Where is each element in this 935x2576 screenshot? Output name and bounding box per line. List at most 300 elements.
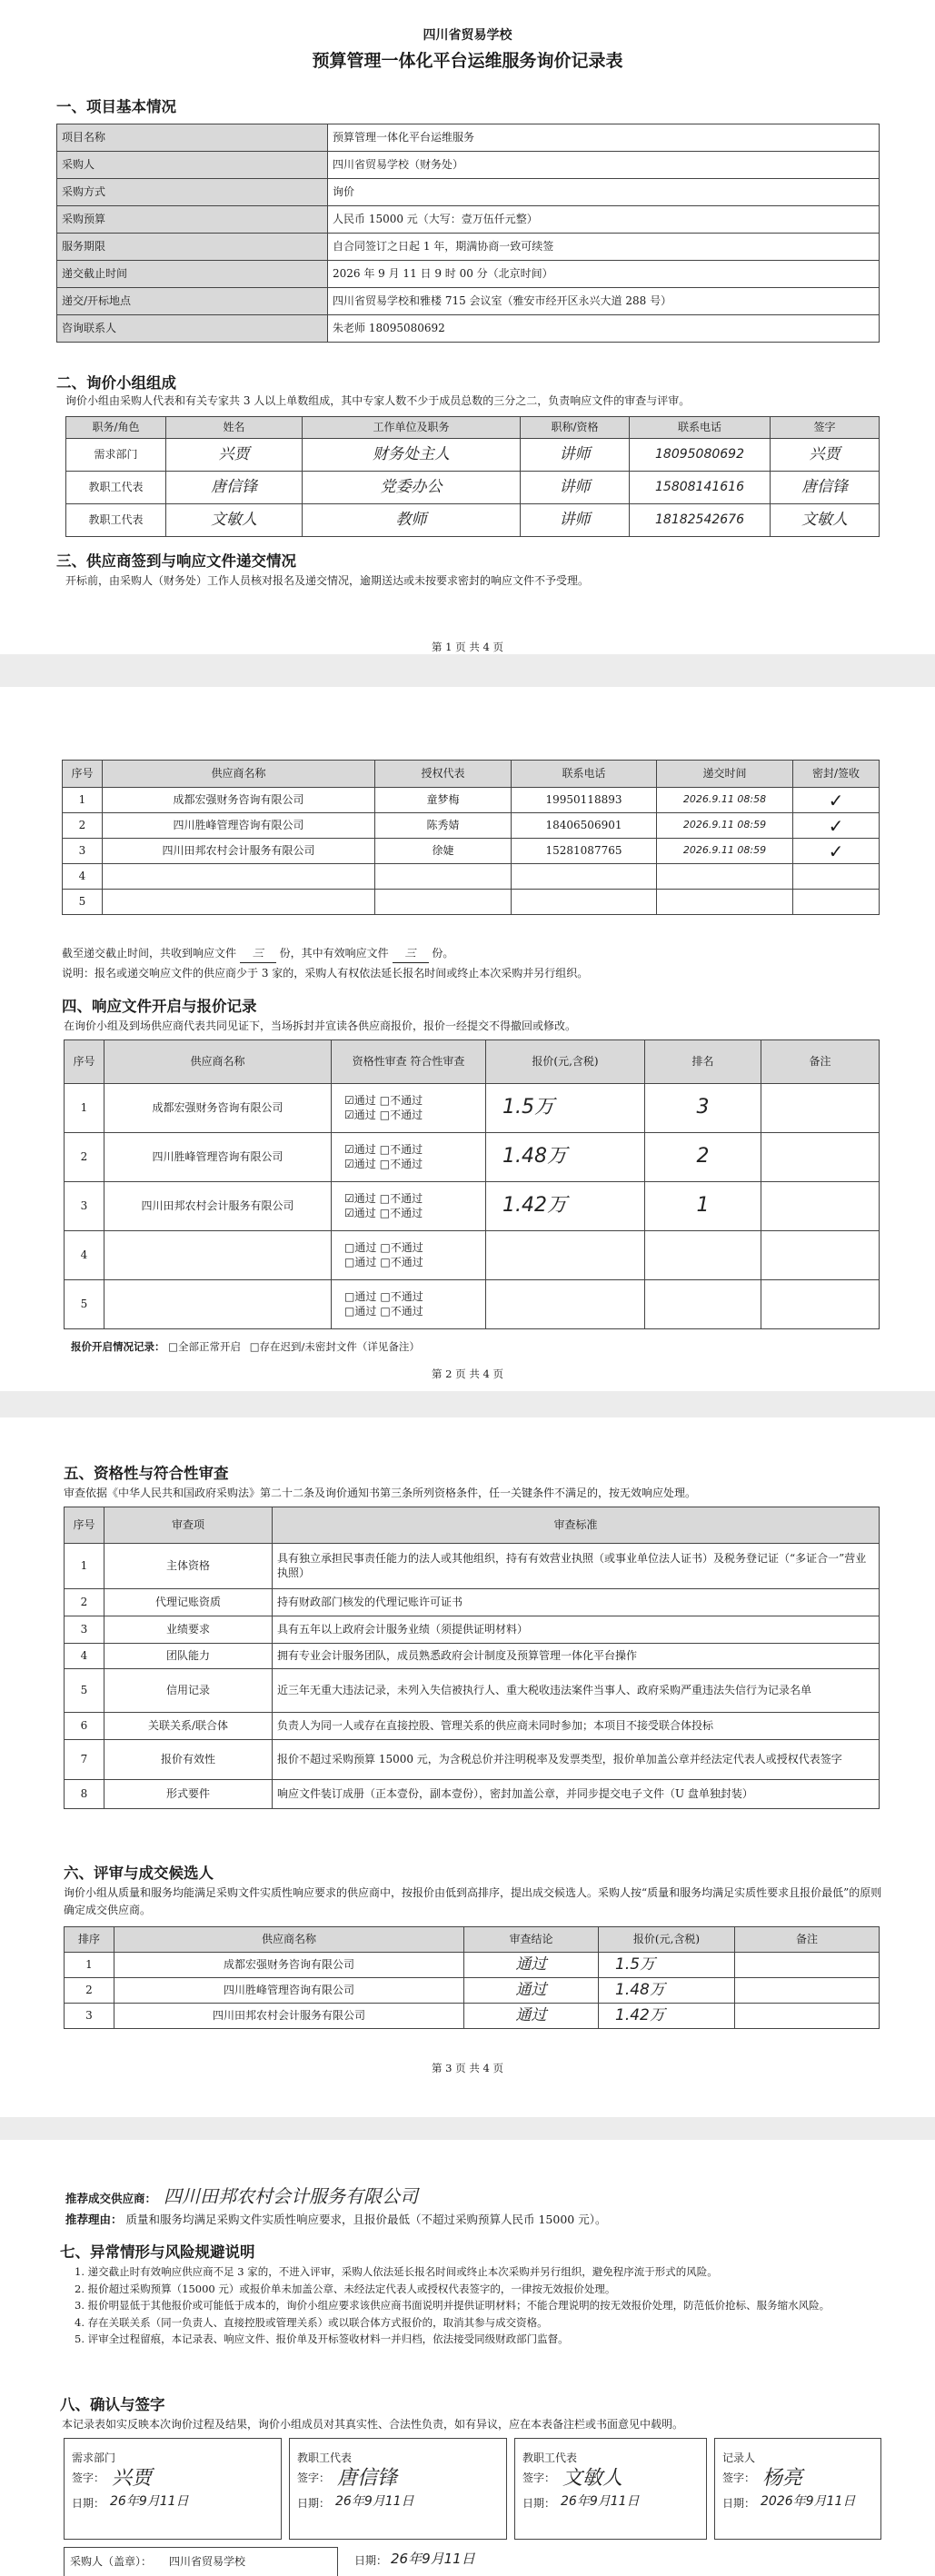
date-label: 日期： [297,2497,331,2510]
evaluation-supplier: 成都宏强财务咨询有限公司 [114,1953,464,1978]
opening-option-abnormal[interactable]: □存在迟到/未密封文件（详见备注） [249,1340,420,1353]
info-value: 四川省贸易学校（财务处） [328,152,880,179]
signature-box [514,2438,707,2540]
opening-no: 3 [65,1182,104,1231]
signature-box [289,2438,507,2540]
review-line [344,1192,481,1207]
review-line [344,1256,481,1270]
fail-label: 不通过 [390,1304,423,1318]
qualification-table [64,1507,880,1809]
cutoff-count-received: 三 [240,945,276,963]
signature-role: 需求部门 [72,2452,116,2464]
header-cell: 职务/角色 [66,417,166,439]
signin-no: 4 [63,864,103,890]
fail-checkbox[interactable]: □ [379,1157,391,1170]
panel-role: 需求部门 [66,439,166,472]
recommend-supplier: 四川田邦农村会计服务有限公司 [164,2185,418,2207]
opening-row [65,1084,880,1133]
evaluation-no: 3 [65,2004,114,2029]
opening-price: 1.5万 [486,1084,645,1133]
signature-label: 签字： [297,2472,331,2484]
pass-checkbox[interactable]: ☑ [344,1206,354,1219]
evaluation-result: 通过 [464,1978,599,2004]
signin-no: 2 [63,813,103,839]
recommend-reason-label: 推荐理由： [65,2213,123,2226]
opening-no: 2 [65,1133,104,1182]
qualification-item: 团队能力 [104,1644,273,1669]
review-line [344,1094,481,1109]
info-row [57,315,880,343]
review-line [344,1290,481,1305]
signin-row [63,890,880,915]
evaluation-price: 1.48万 [599,1978,735,2004]
signin-phone: 18406506901 [512,813,657,839]
cutoff-text-c: 份。 [432,947,454,960]
header-cell: 供应商名称 [103,761,375,788]
opening-supplier: 四川胜峰管理咨询有限公司 [104,1133,332,1182]
header-cell: 姓名 [166,417,303,439]
qualification-standard: 具有五年以上政府会计服务业绩（须提供证明材料） [273,1616,880,1644]
opening-supplier [104,1231,332,1280]
document-title: 预算管理一体化平台运维服务询价记录表 [312,51,623,71]
pass-checkbox[interactable]: ☑ [344,1142,354,1156]
header-cell: 审查项 [104,1507,273,1544]
evaluation-remark [735,2004,880,2029]
header-cell: 审查标准 [273,1507,880,1544]
signin-row [63,864,880,890]
page-number-2: 第 2 页 共 4 页 [432,1368,503,1380]
signin-row [63,813,880,839]
review-checkboxes [332,1133,486,1182]
panel-signature: 唐信锋 [771,472,880,504]
page-number-3: 第 3 页 共 4 页 [432,2062,503,2074]
header-cell: 排名 [645,1040,761,1084]
qualification-item: 关联关系/联合体 [104,1713,273,1740]
purchaser-stamp-value: 四川省贸易学校 [169,2555,246,2568]
header-cell: 授权代表 [375,761,512,788]
section-2-note: 询价小组由采购人代表和有关专家共 3 人以上单数组成，其中专家人数不少于成员总数的三分之二，负责响应文件的审查与评审。 [65,394,691,407]
panel-phone: 18182542676 [630,504,771,537]
opening-remark [761,1133,880,1182]
panel-phone: 15808141616 [630,472,771,504]
date-handwriting: 2026年9月11日 [761,2494,856,2509]
info-row [57,152,880,179]
evaluation-no: 1 [65,1953,114,1978]
fail-label: 不通过 [390,1255,423,1268]
panel-unit: 党委办公 [303,472,521,504]
purchaser-stamp-label: 采购人（盖章）： [70,2555,153,2568]
info-label: 采购人 [57,152,328,179]
info-label: 采购方式 [57,179,328,206]
pass-label: 通过 [353,1157,376,1170]
pass-checkbox[interactable]: □ [344,1255,355,1268]
evaluation-row [65,1978,880,2004]
signin-no: 1 [63,788,103,813]
info-label: 咨询联系人 [57,315,328,343]
risk-item: 3. 报价明显低于其他报价或可能低于成本的，询价小组应要求该供应商书面说明并提供证明材料；不能合理说明的按无效报价处理，防范低价抢标、服务缩水风险。 [75,2299,831,2312]
opening-price: 1.48万 [486,1133,645,1182]
signin-sealed-check: ✓ [793,813,880,839]
panel-title: 讲师 [521,504,630,537]
pass-checkbox[interactable]: ☑ [344,1093,354,1107]
info-label: 采购预算 [57,206,328,234]
review-line [344,1158,481,1172]
review-checkboxes [332,1280,486,1329]
date-handwriting: 26年9月11日 [335,2494,414,2509]
pass-label: 通过 [353,1191,376,1205]
section-7-heading: 七、异常情形与风险规避说明 [60,2243,255,2261]
header-cell: 排序 [65,1927,114,1953]
info-row [57,124,880,152]
pass-checkbox[interactable]: □ [344,1304,355,1318]
info-row [57,288,880,315]
section-8-heading: 八、确认与签字 [60,2396,165,2413]
evaluation-supplier: 四川田邦农村会计服务有限公司 [114,2004,464,2029]
section-2-heading: 二、询价小组组成 [56,374,176,392]
header-cell: 报价(元,含税) [599,1927,735,1953]
purchaser-date-value: 26年9月11日 [391,2551,475,2567]
info-value: 2026 年 9 月 11 日 9 时 00 分（北京时间） [328,261,880,288]
qualification-standard: 近三年无重大违法记录，未列入失信被执行人、重大税收违法案件当事人、政府采购严重违法失信行为记录名单 [273,1669,880,1713]
qualification-item: 形式要件 [104,1780,273,1809]
opening-supplier: 四川田邦农村会计服务有限公司 [104,1182,332,1231]
fail-checkbox[interactable]: □ [379,1108,391,1121]
review-line [344,1143,481,1158]
fail-label: 不通过 [390,1191,423,1205]
header-cell: 序号 [65,1507,104,1544]
header-cell: 联系电话 [630,417,771,439]
signin-no: 3 [63,839,103,864]
signin-row [63,839,880,864]
signature-handwriting: 唐信锋 [337,2467,398,2490]
section-4-heading: 四、响应文件开启与报价记录 [62,998,257,1015]
panel-table [65,416,880,537]
signin-rep [375,864,512,890]
header-cell: 工作单位及职务 [303,417,521,439]
qualification-standard: 具有独立承担民事责任能力的法人或其他组织，持有有效营业执照（或事业单位法人证书）及税务登记证（“多证合一”营业执照） [273,1544,880,1589]
signin-sealed-check: ✓ [793,839,880,864]
risk-item: 5. 评审全过程留痕，本记录表、响应文件、报价单及开标签收材料一并归档，依法接受同级财政部门监督。 [75,2332,569,2345]
evaluation-no: 2 [65,1978,114,2004]
panel-signature: 兴贾 [771,439,880,472]
signin-time [657,890,793,915]
opening-no: 5 [65,1280,104,1329]
section-6-note: 询价小组从质量和服务均能满足采购文件实质性响应要求的供应商中，按报价由低到高排序，提出成交候选人。采购人按“质量和服务均满足实质性要求且报价最低”的原则确定成交供应商。 [64,1886,882,1916]
bottom-line [64,2547,881,2576]
page-1 [0,0,935,654]
qualification-standard: 报价不超过采购预算 15000 元，为含税总价并注明税率及发票类型，报价单加盖公章并经法定代表人或授权代表签字 [273,1740,880,1780]
evaluation-price: 1.42万 [599,2004,735,2029]
pass-label: 通过 [354,1289,377,1303]
signin-time: 2026.9.11 08:58 [657,788,793,813]
qualification-item: 信用记录 [104,1669,273,1713]
panel-unit: 教师 [303,504,521,537]
review-line [344,1241,481,1256]
school-name: 四川省贸易学校 [423,28,512,43]
signin-sealed-check [793,864,880,890]
qualification-standard: 拥有专业会计服务团队，成员熟悉政府会计制度及预算管理一体化平台操作 [273,1644,880,1669]
evaluation-result: 通过 [464,1953,599,1978]
panel-title: 讲师 [521,439,630,472]
panel-role: 教职工代表 [66,504,166,537]
opening-price [486,1231,645,1280]
pass-label: 通过 [354,1240,377,1254]
info-row [57,261,880,288]
header-cell: 审查结论 [464,1927,599,1953]
signin-time: 2026.9.11 08:59 [657,839,793,864]
header-cell: 职称/资格 [521,417,630,439]
header-cell: 序号 [63,761,103,788]
qualification-standard: 响应文件装订成册（正本壹份，副本壹份），密封加盖公章，并同步提交电子文件（U 盘单独封装） [273,1780,880,1809]
signature-box [714,2438,881,2540]
info-value: 朱老师 18095080692 [328,315,880,343]
signature-box [64,2438,282,2540]
page-number-1: 第 1 页 共 4 页 [432,641,503,653]
fail-checkbox[interactable]: □ [380,1304,391,1318]
section-6-heading: 六、评审与成交候选人 [64,1865,214,1882]
info-value: 自合同签订之日起 1 年，期满协商一致可续签 [328,234,880,261]
review-line [344,1207,481,1221]
fail-label: 不通过 [390,1289,423,1303]
header-cell: 联系电话 [512,761,657,788]
opening-row [65,1280,880,1329]
pass-label: 通过 [354,1255,377,1268]
panel-row [66,439,880,472]
panel-row [66,504,880,537]
info-label: 递交截止时间 [57,261,328,288]
section-3-note: 开标前，由采购人（财务处）工作人员核对报名及递交情况，逾期送达或未按要求密封的响应文件不予受理。 [65,574,590,587]
fail-label: 不通过 [390,1206,423,1219]
evaluation-row [65,1953,880,1978]
header-cell: 供应商名称 [114,1927,464,1953]
review-line [344,1109,481,1123]
opening-no: 1 [65,1084,104,1133]
panel-name: 文敏人 [166,504,303,537]
qualification-no: 4 [65,1644,104,1669]
info-value: 预算管理一体化平台运维服务 [328,124,880,152]
fail-checkbox[interactable]: □ [380,1240,391,1254]
panel-row [66,472,880,504]
explain-note: 说明：报名或递交响应文件的供应商少于 3 家的，采购人有权依法延长报名时间或终止本次采购并另行组织。 [62,967,589,980]
section-4-note: 在询价小组及到场供应商代表共同见证下，当场拆封并宣读各供应商报价，报价一经提交不得撤回或修改。 [64,1019,577,1032]
qualification-no: 7 [65,1740,104,1780]
signin-supplier: 成都宏强财务咨询有限公司 [103,788,375,813]
opening-supplier: 成都宏强财务咨询有限公司 [104,1084,332,1133]
opening-remark [761,1182,880,1231]
opening-option-normal[interactable]: □全部正常开启 [168,1340,242,1353]
review-line [344,1305,481,1319]
signin-supplier [103,864,375,890]
qualification-standard: 负责人为同一人或存在直接控股、管理关系的供应商未同时参加；本项目不接受联合体投标 [273,1713,880,1740]
fail-checkbox[interactable]: □ [380,1255,391,1268]
signin-supplier: 四川胜峰管理咨询有限公司 [103,813,375,839]
opening-no: 4 [65,1231,104,1280]
fail-checkbox[interactable]: □ [380,1289,391,1303]
qualification-item: 代理记账资质 [104,1589,273,1616]
panel-role: 教职工代表 [66,472,166,504]
risk-item: 4. 存在关联关系（同一负责人、直接控股或管理关系）或以联合体方式报价的，取消其参与成交资格。 [75,2315,548,2329]
qualification-row [65,1616,880,1644]
cutoff-text-b: 份，其中有效响应文件 [279,947,389,960]
signin-rep: 徐婕 [375,839,512,864]
panel-phone: 18095080692 [630,439,771,472]
opening-rank: 3 [645,1084,761,1133]
signature-handwriting: 兴贾 [112,2467,153,2490]
evaluation-result: 通过 [464,2004,599,2029]
info-row [57,234,880,261]
fail-checkbox[interactable]: □ [379,1093,391,1107]
qualification-no: 8 [65,1780,104,1809]
evaluation-remark [735,1978,880,2004]
signin-time: 2026.9.11 08:59 [657,813,793,839]
section-1-heading: 一、项目基本情况 [56,98,176,115]
qualification-row [65,1669,880,1713]
opening-rank [645,1231,761,1280]
signin-rep: 童梦梅 [375,788,512,813]
signin-rep: 陈秀婧 [375,813,512,839]
signin-no: 5 [63,890,103,915]
opening-price [486,1280,645,1329]
signin-sealed-check: ✓ [793,788,880,813]
info-value: 询价 [328,179,880,206]
signature-role: 教职工代表 [522,2452,578,2464]
pass-label: 通过 [353,1108,376,1121]
fail-checkbox[interactable]: □ [379,1191,391,1205]
pass-label: 通过 [353,1206,376,1219]
qualification-no: 2 [65,1589,104,1616]
recommend-reason: 质量和服务均满足采购文件实质性响应要求，且报价最低（不超过采购预算人民币 15000 元）。 [125,2213,607,2226]
info-label: 服务期限 [57,234,328,261]
header-cell: 报价(元,含税) [486,1040,645,1084]
fail-label: 不通过 [390,1157,423,1170]
signin-phone [512,890,657,915]
section-8-note: 本记录表如实反映本次询价过程及结果，询价小组成员对其真实性、合法性负责，如有异议，应在本表备注栏或书面意见中载明。 [62,2418,684,2431]
pass-checkbox[interactable]: □ [344,1289,355,1303]
purchaser-stamp-box [64,2547,338,2576]
opening-price: 1.42万 [486,1182,645,1231]
date-handwriting: 26年9月11日 [561,2494,640,2509]
fail-checkbox[interactable]: □ [379,1142,391,1156]
page-4 [0,2140,935,2576]
qualification-no: 3 [65,1616,104,1644]
pass-label: 通过 [354,1304,377,1318]
signin-phone: 15281087765 [512,839,657,864]
fail-checkbox[interactable]: □ [379,1206,391,1219]
risk-item: 2. 报价超过采购预算（15000 元）或报价单未加盖公章、未经法定代表人或授权代表签字的，一律按无效报价处理。 [75,2282,616,2295]
opening-table [64,1039,880,1329]
opening-supplier [104,1280,332,1329]
qualification-row [65,1544,880,1589]
fail-label: 不通过 [390,1093,423,1107]
recommend-label: 推荐成交供应商： [65,2192,157,2205]
pass-checkbox[interactable]: □ [344,1240,355,1254]
recommend-reason-line [65,2211,606,2227]
panel-signature: 文敏人 [771,504,880,537]
panel-unit: 财务处主人 [303,439,521,472]
opening-remark [761,1231,880,1280]
opening-row [65,1133,880,1182]
panel-name: 唐信锋 [166,472,303,504]
info-row [57,206,880,234]
evaluation-remark [735,1953,880,1978]
date-handwriting: 26年9月11日 [110,2494,189,2509]
qualification-no: 1 [65,1544,104,1589]
opening-record-line [71,1339,420,1354]
qualification-no: 6 [65,1713,104,1740]
signature-role: 教职工代表 [297,2452,353,2464]
info-value: 四川省贸易学校和雅楼 715 会议室（雅安市经开区永兴大道 288 号） [328,288,880,315]
pass-checkbox[interactable]: ☑ [344,1157,354,1170]
signature-handwriting: 文敏人 [562,2467,623,2490]
signature-label: 签字： [722,2472,756,2484]
review-checkboxes [332,1182,486,1231]
cutoff-count-valid: 三 [393,945,429,963]
signin-phone: 19950118893 [512,788,657,813]
header-cell: 递交时间 [657,761,793,788]
date-label: 日期： [72,2497,105,2510]
section-5-note: 审查依据《中华人民共和国政府采购法》第二十二条及询价通知书第三条所列资格条件，任一关键条件不满足的，按无效响应处理。 [64,1487,697,1499]
info-label: 递交/开标地点 [57,288,328,315]
signin-supplier: 四川田邦农村会计服务有限公司 [103,839,375,864]
recommend-line [65,2182,418,2208]
supplier-signin-table [62,760,880,915]
header-cell: 供应商名称 [104,1040,332,1084]
panel-name: 兴贾 [166,439,303,472]
fail-label: 不通过 [390,1108,423,1121]
review-checkboxes [332,1084,486,1133]
opening-rank: 1 [645,1182,761,1231]
signature-role: 记录人 [722,2452,756,2464]
qualification-no: 5 [65,1669,104,1713]
signin-supplier [103,890,375,915]
risk-item: 1. 递交截止时有效响应供应商不足 3 家的，不进入评审，采购人依法延长报名时间或终止本次采购并另行组织，避免程序流于形式的风险。 [75,2265,718,2278]
page-2 [0,687,935,1391]
date-label: 日期： [722,2497,756,2510]
evaluation-supplier: 四川胜峰管理咨询有限公司 [114,1978,464,2004]
header-cell: 资格性审查 符合性审查 [332,1040,486,1084]
review-checkboxes [332,1231,486,1280]
qualification-item: 报价有效性 [104,1740,273,1780]
opening-remark [761,1280,880,1329]
opening-record-label: 报价开启情况记录： [71,1340,165,1353]
qualification-row [65,1713,880,1740]
opening-row [65,1182,880,1231]
header-cell: 签字 [771,417,880,439]
signin-time [657,864,793,890]
signature-label: 签字： [72,2472,105,2484]
header-cell: 备注 [735,1927,880,1953]
qualification-item: 主体资格 [104,1544,273,1589]
qualification-row [65,1740,880,1780]
signin-phone [512,864,657,890]
page-3 [0,1417,935,2117]
info-row [57,179,880,206]
pass-label: 通过 [353,1142,376,1156]
risk-list [75,2263,874,2348]
header-cell: 密封/签收 [793,761,880,788]
header-cell: 备注 [761,1040,880,1084]
pass-checkbox[interactable]: ☑ [344,1191,354,1205]
qualification-item: 业绩要求 [104,1616,273,1644]
fail-label: 不通过 [390,1142,423,1156]
cutoff-line [62,945,884,963]
purchaser-date-label: 日期： [354,2554,388,2567]
opening-rank [645,1280,761,1329]
pass-label: 通过 [353,1093,376,1107]
pass-checkbox[interactable]: ☑ [344,1108,354,1121]
qualification-row [65,1780,880,1809]
info-value: 人民币 15000 元（大写：壹万伍仟元整） [328,206,880,234]
